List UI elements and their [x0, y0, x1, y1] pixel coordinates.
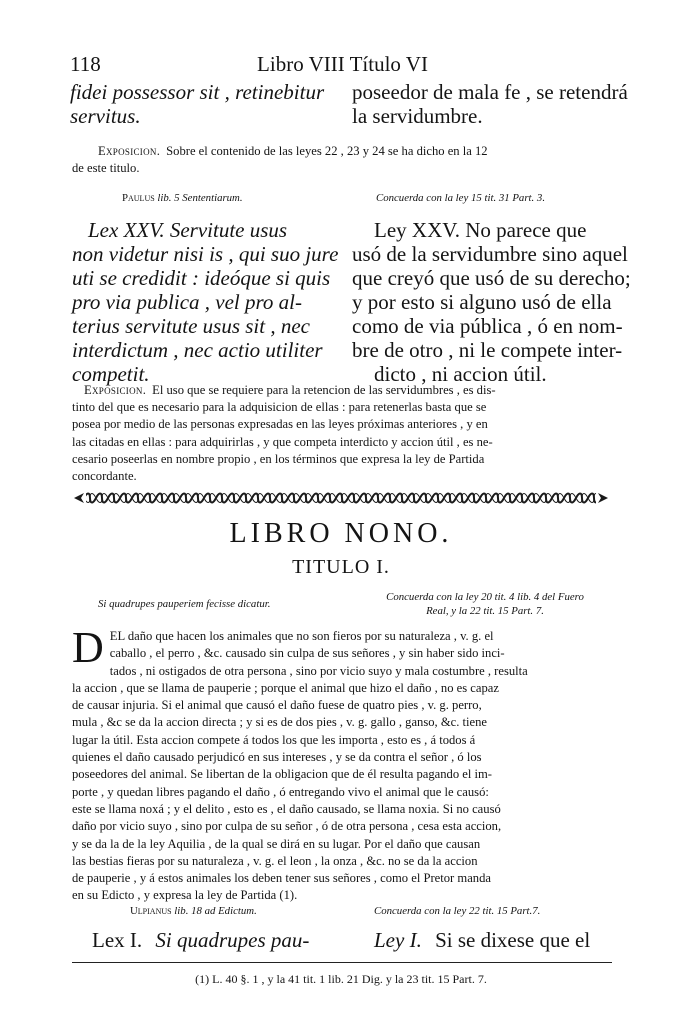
spanish-line: Ley XXV. No parece que: [374, 218, 587, 242]
latin-line: pro via publica , vel pro al-: [72, 290, 302, 314]
exposicion-text: de este titulo.: [72, 161, 140, 176]
body-line: porte , y quedan libres pagando el daño , ó entregando vivo el animal que le causó:: [72, 784, 489, 799]
page-number: 118: [70, 52, 101, 76]
ornament-band: [72, 491, 610, 505]
latin-line: terius servitute usus sit , nec: [72, 314, 310, 338]
body-line: lugar la útil. Esta accion compete á todos los que les importa , esto es , á todos á: [72, 732, 476, 747]
body-line: EL daño que hacen los animales que no son fieros por su naturaleza , v. g. el: [109, 629, 494, 643]
spanish-line: la servidumbre.: [352, 104, 483, 128]
spanish-line: poseedor de mala fe , se retendrá: [352, 80, 628, 104]
spanish-ley-xxv: [352, 218, 631, 386]
exposicion-1: [72, 143, 612, 177]
source-author: Ulpianus: [130, 905, 172, 917]
exposicion-text: cesario poseerlas en nombre propio , en los términos que expresa la ley de Partida: [72, 451, 485, 466]
body-line: las bestias fieras por su naturaleza , v. g. el leon , la onza , &c. no se da la accion: [72, 853, 478, 868]
spanish-line: como de via pública , ó en nom-: [352, 314, 623, 338]
body-line: la accion , que se llama de pauperie ; porque el animal que hizo el daño , no es capaz: [72, 680, 499, 695]
body-line: de causar injuria. Si el animal que causó el daño fuese de quatro pies , v. g. perro,: [72, 698, 482, 713]
spanish-line: usó de la servidumbre sino aquel: [352, 242, 628, 266]
latin-lex-i: [92, 928, 342, 952]
body-line: en su Edicto , y expresa la ley de Partida (1).: [72, 888, 298, 903]
law-label: Ley I.: [374, 928, 422, 952]
latin-line: interdictum , nec actio utiliter: [72, 338, 323, 362]
body-line: poseedores del animal. Se libertan de la obligacion que de él resulta pagando el im-: [72, 767, 492, 782]
body-line: de pauperie , y á estos animales los deben tener sus señores , como el Pretor manda: [72, 871, 491, 886]
source-reference: lib. 18 ad Edictum.: [174, 905, 257, 917]
latin-line: competit.: [72, 362, 150, 386]
exposicion-text: tinto del que es necesario para la adquisicion de ellas : para retenerlas basta que se: [72, 400, 487, 415]
footnote-rule: [72, 962, 612, 963]
latin-line: Lex XXV. Servitute usus: [88, 218, 288, 242]
running-title: Libro VIII Título VI: [257, 52, 428, 76]
spanish-line: bre de otro , ni le compete inter-: [352, 338, 623, 362]
latin-continuation: [70, 80, 342, 128]
body-text: [72, 623, 612, 905]
spanish-continuation: [352, 80, 628, 128]
body-line: este se llama noxá ; y el delito , esto es , el daño causado, se llama noxia. Si no causó: [72, 801, 501, 816]
book-title: LIBRO NONO.: [229, 518, 453, 549]
body-line: tados , ni ostigados de otra persona , sino por vicio suyo y mala costumbre , resulta: [109, 663, 528, 678]
footnote: (1) L. 40 §. 1 , y la 41 tit. 1 lib. 21 Dig. y la 23 tit. 15 Part. 7.: [195, 972, 487, 986]
exposicion-text: concordante.: [72, 469, 137, 484]
exposicion-label: Exposicion.: [98, 144, 161, 158]
latin-law-xxv: [72, 218, 342, 386]
body-line: y se da la de la ley Aquilia , de la qual se dirá en su lugar. Por el daño que causan: [72, 836, 481, 851]
titulo-heading: TITULO I.: [292, 556, 390, 578]
law-text: Si quadrupes pau-: [155, 928, 310, 952]
spanish-line: dicto , ni accion útil.: [374, 362, 547, 386]
body-line: quienes el daño causado perjudicó en sus intereses , y se da contra el señor , ó los: [72, 750, 482, 765]
source-author: Paulus: [122, 192, 155, 204]
body-line: caballo , el perro , &c. causado sin culpa de sus señores , y sin haber sido inci-: [109, 646, 505, 661]
spanish-line: y por esto si alguno usó de ella: [352, 290, 612, 314]
law-label: Lex I.: [92, 928, 143, 952]
exposicion-text: posea por medio de las personas expresadas en las leyes próximas anteriores , y en: [72, 417, 488, 432]
latin-line: uti se credidit : ideóque si quis: [72, 266, 331, 290]
drop-cap: D: [72, 623, 104, 672]
spanish-ley-i: [374, 928, 614, 952]
law1-spanish-source: Concuerda con la ley 22 tit. 15 Part.7.: [374, 905, 541, 917]
exposicion-label: Exposicion.: [84, 383, 147, 397]
exposicion-2: [72, 382, 612, 485]
title-spanish-source: Concuerda con la ley 20 tit. 4 lib. 4 del Fuero Real, y la 22 tit. 15 Part. 7.: [386, 591, 584, 617]
running-head: [70, 52, 615, 76]
spanish-line: que creyó que usó de su derecho;: [352, 266, 631, 290]
law1-latin-source: [130, 905, 257, 917]
exposicion-text: Sobre el contenido de las leyes 22 , 23 y 24 se ha dicho en la 12: [166, 144, 488, 158]
law-text: Si se dixese que el: [435, 928, 591, 952]
exposicion-text: las citadas en ellas : para adquirirlas , y que competa interdicto y accion útil , es ne-: [72, 434, 493, 449]
spanish-source: Concuerda con la ley 15 tit. 31 Part. 3.: [376, 192, 546, 204]
source-reference: lib. 5 Sententiarum.: [157, 192, 243, 204]
exposicion-text: El uso que se requiere para la retencion de las servidumbres , es dis-: [152, 383, 496, 397]
body-line: daño por vicio suyo , sino por culpa de su señor , ó de otra persona , cesa esta accion,: [72, 819, 502, 834]
latin-line: fidei possessor sit , retinebitur: [70, 80, 325, 104]
latin-line: non videtur nisi is , qui suo jure: [72, 242, 339, 266]
title-latin-source: Si quadrupes pauperiem fecisse dicatur.: [98, 598, 271, 610]
body-line: mula , &c se da la accion directa ; y si es de dos pies , v. g. gallo , ganso, &c. tiene: [72, 715, 488, 730]
latin-line: servitus.: [70, 104, 141, 128]
latin-source: [122, 192, 243, 204]
